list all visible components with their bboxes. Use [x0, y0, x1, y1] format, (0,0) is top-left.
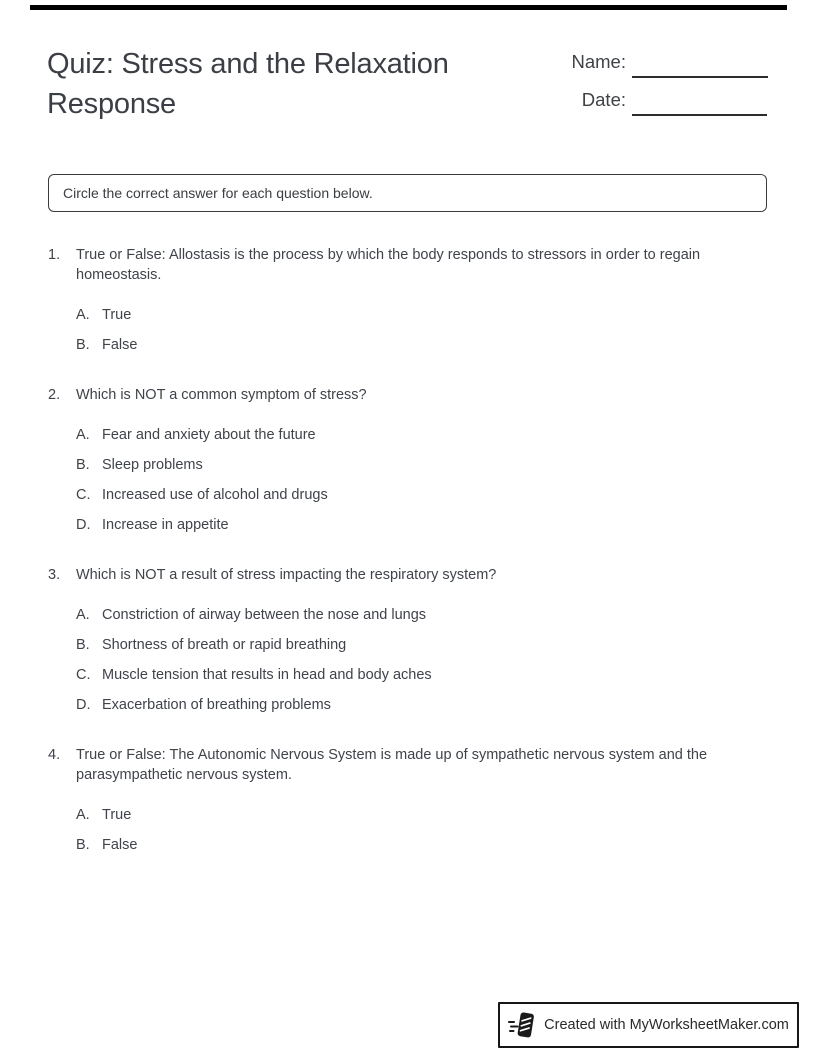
option-row [76, 305, 774, 325]
option-letter: D. [76, 517, 91, 533]
option-text: False [102, 837, 138, 853]
option-text: Muscle tension that results in head and body aches [102, 667, 432, 683]
question-block [48, 745, 774, 855]
question-row [48, 385, 774, 405]
option-text: False [102, 337, 138, 353]
option-row [76, 695, 774, 715]
option-row [76, 665, 774, 685]
option-letter: A. [76, 807, 90, 823]
option-letter: C. [76, 487, 91, 503]
worksheet-maker-logo-icon [508, 1010, 535, 1041]
option-row [76, 635, 774, 655]
date-write-line [632, 114, 767, 116]
instruction-text: Circle the correct answer for each question below. [63, 185, 373, 201]
option-text: Increased use of alcohol and drugs [102, 487, 328, 503]
options-list [76, 425, 774, 535]
option-row [76, 605, 774, 625]
question-row [48, 745, 774, 785]
question-text: Which is NOT a common symptom of stress? [76, 387, 367, 403]
option-text: True [102, 307, 132, 323]
date-field-label: Date: [581, 89, 626, 110]
option-row [76, 835, 774, 855]
question-block [48, 245, 774, 355]
footer-credit-text: Created with MyWorksheetMaker.com [544, 1017, 789, 1033]
question-text: Which is NOT a result of stress impacting the respiratory system? [76, 567, 497, 583]
question-number: 2. [48, 387, 61, 403]
option-row [76, 425, 774, 445]
option-letter: B. [76, 837, 90, 853]
question-number: 4. [48, 747, 61, 763]
option-row [76, 455, 774, 475]
instruction-box [48, 174, 767, 212]
option-letter: A. [76, 427, 90, 443]
options-list [76, 305, 774, 355]
option-text: Fear and anxiety about the future [102, 427, 316, 443]
option-row [76, 515, 774, 535]
question-number: 3. [48, 567, 61, 583]
name-field-label: Name: [571, 51, 626, 72]
page-title: Quiz: Stress and the Relaxation Response [47, 48, 449, 120]
options-list [76, 805, 774, 855]
option-text: Sleep problems [102, 457, 203, 473]
option-text: Exacerbation of breathing problems [102, 697, 331, 713]
top-rule-bar [30, 5, 787, 10]
option-letter: A. [76, 307, 90, 323]
option-letter: C. [76, 667, 91, 683]
option-text: Shortness of breath or rapid breathing [102, 637, 347, 653]
question-text: True or False: Allostasis is the process by which the body responds to stressors in order to regain homeostasis. [76, 247, 701, 283]
option-row [76, 805, 774, 825]
option-text: True [102, 807, 132, 823]
question-text: True or False: The Autonomic Nervous System is made up of sympathetic nervous system and the parasympathetic nervous system. [76, 747, 708, 783]
footer-credit-box [498, 1002, 799, 1048]
options-list [76, 605, 774, 715]
question-block [48, 385, 774, 535]
option-letter: B. [76, 337, 90, 353]
name-write-line [632, 76, 768, 78]
option-letter: B. [76, 637, 90, 653]
question-number: 1. [48, 247, 61, 263]
question-row [48, 245, 774, 285]
option-row [76, 485, 774, 505]
option-letter: D. [76, 697, 91, 713]
question-block [48, 565, 774, 715]
question-row [48, 565, 774, 585]
option-row [76, 335, 774, 355]
option-text: Constriction of airway between the nose and lungs [102, 607, 427, 623]
option-text: Increase in appetite [102, 517, 229, 533]
questions [48, 245, 774, 885]
option-letter: B. [76, 457, 90, 473]
option-letter: A. [76, 607, 90, 623]
